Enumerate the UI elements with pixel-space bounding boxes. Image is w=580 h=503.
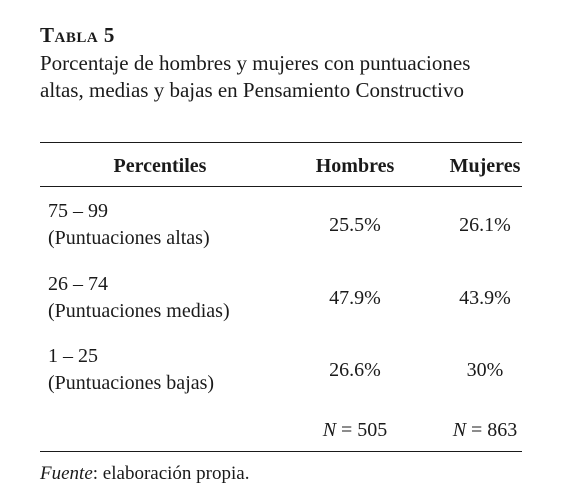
table-top-rule (40, 142, 522, 143)
n-value: = 505 (341, 419, 388, 441)
row-range: 26 – 74 (48, 273, 108, 295)
cell-hombres: 47.9% (329, 287, 381, 309)
cell-mujeres: 43.9% (459, 287, 511, 309)
table-label: Tabla 5 (40, 23, 115, 47)
n-symbol: N (322, 419, 337, 441)
source-label: Fuente (40, 463, 93, 484)
table-caption (40, 50, 560, 104)
table-bottom-rule (40, 451, 522, 452)
cell-hombres: 25.5% (329, 214, 381, 236)
n-symbol: N (452, 419, 467, 441)
row-description: (Puntuaciones medias) (48, 300, 230, 322)
header-mujeres: Mujeres (449, 155, 521, 177)
total-hombres (300, 417, 410, 443)
cell-hombres: 26.6% (329, 359, 381, 381)
source-text: : elaboración propia. (92, 463, 250, 484)
total-mujeres (430, 417, 540, 443)
n-value: = 863 (471, 419, 518, 441)
cell-mujeres: 26.1% (459, 214, 511, 236)
header-percentiles: Percentiles (113, 155, 207, 177)
caption-line: Porcentaje de hombres y mujeres con puntuaciones (40, 51, 471, 75)
table-source-note (40, 462, 249, 486)
header-hombres: Hombres (315, 155, 395, 177)
row-description: (Puntuaciones bajas) (48, 372, 215, 394)
caption-line: altas, medias y bajas en Pensamiento Constructivo (40, 78, 464, 102)
row-range: 75 – 99 (48, 200, 108, 222)
row-description: (Puntuaciones altas) (48, 227, 210, 249)
row-range: 1 – 25 (48, 345, 98, 367)
cell-mujeres: 30% (466, 359, 504, 381)
table-header-rule (40, 186, 522, 187)
